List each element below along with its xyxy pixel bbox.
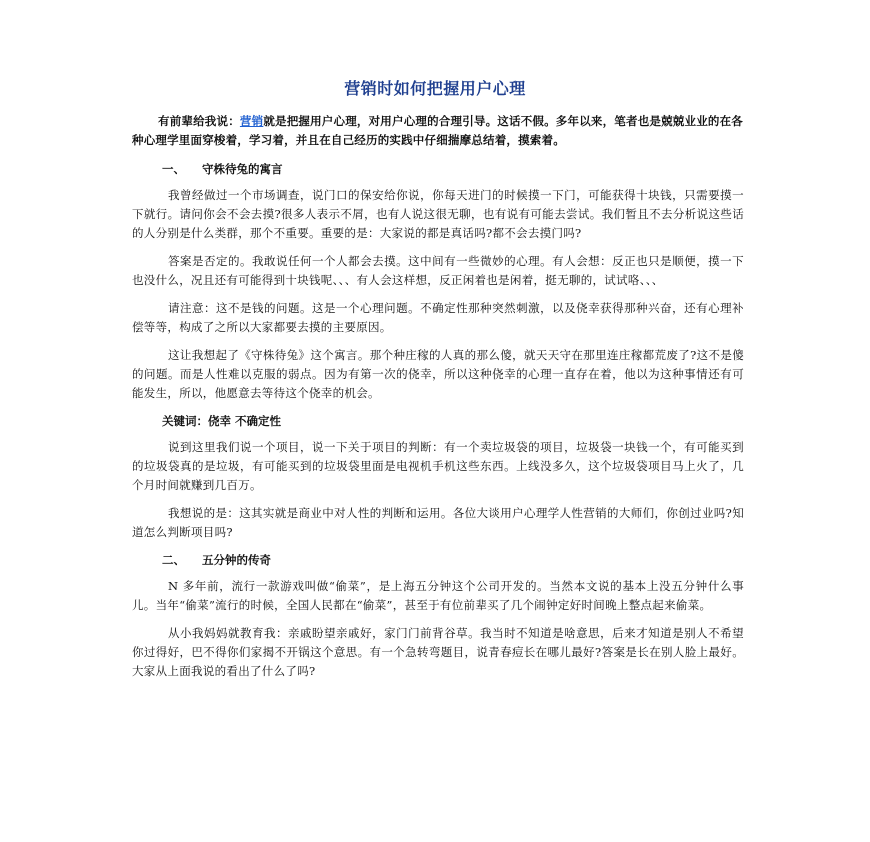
body-paragraph: 答案是否定的。我敢说任何一个人都会去摸。这中间有一些微妙的心理。有人会想：反正也只是顺便，摸一下也没什么，况且还有可能得到十块钱呢、、、有人会这样想，反正闲着也是闲着，挺无聊的，试试咯、、、 [132, 254, 744, 287]
section-title-1: 守株待兔的寓言 [202, 162, 283, 176]
document-title: 营销时如何把握用户心理 [344, 79, 526, 98]
body-paragraph: 我曾经做过一个市场调查，说门口的保安给你说，你每天进门的时候摸一下门，可能获得十块钱，只需要摸一下就行。请问你会不会去摸?很多人表示不屑，也有人说这很无聊，也有说有可能去尝试。我们暂且不去分析说这些话的人分别是什么类群，那个不重要。重要的是：大家说的都是真话吗?都不会去摸门吗? [132, 188, 744, 240]
body-paragraph: 我想说的是：这其实就是商业中对人性的判断和运用。各位大谈用户心理学人性营销的大师们，你创过业吗?知道怎么判断项目吗? [132, 506, 744, 539]
keywords-line: 关键词：侥幸 不确定性 [162, 414, 282, 428]
body-paragraph: 这让我想起了《守株待兔》这个寓言。那个种庄稼的人真的那么傻，就天天守在那里连庄稼都荒废了?这不是傻的问题。而是人性难以克服的弱点。因为有第一次的侥幸，所以这种侥幸的心理一直存在着，他以为这种事情还有可能发生，所以，他愿意去等待这个侥幸的机会。 [132, 348, 744, 400]
body-paragraph: 从小我妈妈就教育我：亲戚盼望亲戚好，家门门前背谷草。我当时不知道是啥意思，后来才知道是别人不希望你过得好，巴不得你们家揭不开锅这个意思。有一个急转弯题目，说青春痘长在哪儿最好?答案是长在别人脸上最好。大家从上面我说的看出了什么了吗? [132, 626, 744, 678]
section-heading-1 [132, 160, 744, 178]
document-body [132, 112, 744, 690]
section-heading-2 [132, 551, 744, 569]
body-paragraph: N 多年前，流行一款游戏叫做“偷菜”，是上海五分钟这个公司开发的。当然本文说的基本上没五分钟什么事儿。当年“偷菜”流行的时候，全国人民都在“偷菜”，甚至于有位前辈买了几个闹钟定好时间晚上整点起来偷菜。 [132, 579, 744, 612]
intro-suffix: 就是把握用户心理，对用户心理的合理引导。这话不假。多年以来，笔者也是兢兢业业的在各种心理学里面穿梭着，学习着，并且在自己经历的实践中仔细揣摩总结着，摸索着。 [132, 114, 744, 147]
body-paragraph: 说到这里我们说一个项目，说一下关于项目的判断：有一个卖垃圾袋的项目，垃圾袋一块钱一个，有可能买到的垃圾袋真的是垃圾，有可能买到的垃圾袋里面是电视机手机这些东西。上线没多久，这个垃圾袋项目马上火了，几个月时间就赚到几百万。 [132, 440, 744, 492]
intro-prefix: 有前辈给我说： [158, 114, 240, 128]
body-paragraph: 请注意：这不是钱的问题。这是一个心理问题。不确定性那种突然刺激，以及侥幸获得那种兴奋，还有心理补偿等等，构成了之所以大家都要去摸的主要原因。 [132, 301, 744, 334]
marketing-link[interactable]: 营销 [239, 114, 264, 128]
section-number-2: 二、 [162, 553, 185, 567]
section-number-1: 一、 [162, 162, 185, 176]
intro-paragraph [132, 112, 744, 150]
section-title-2: 五分钟的传奇 [202, 553, 271, 567]
